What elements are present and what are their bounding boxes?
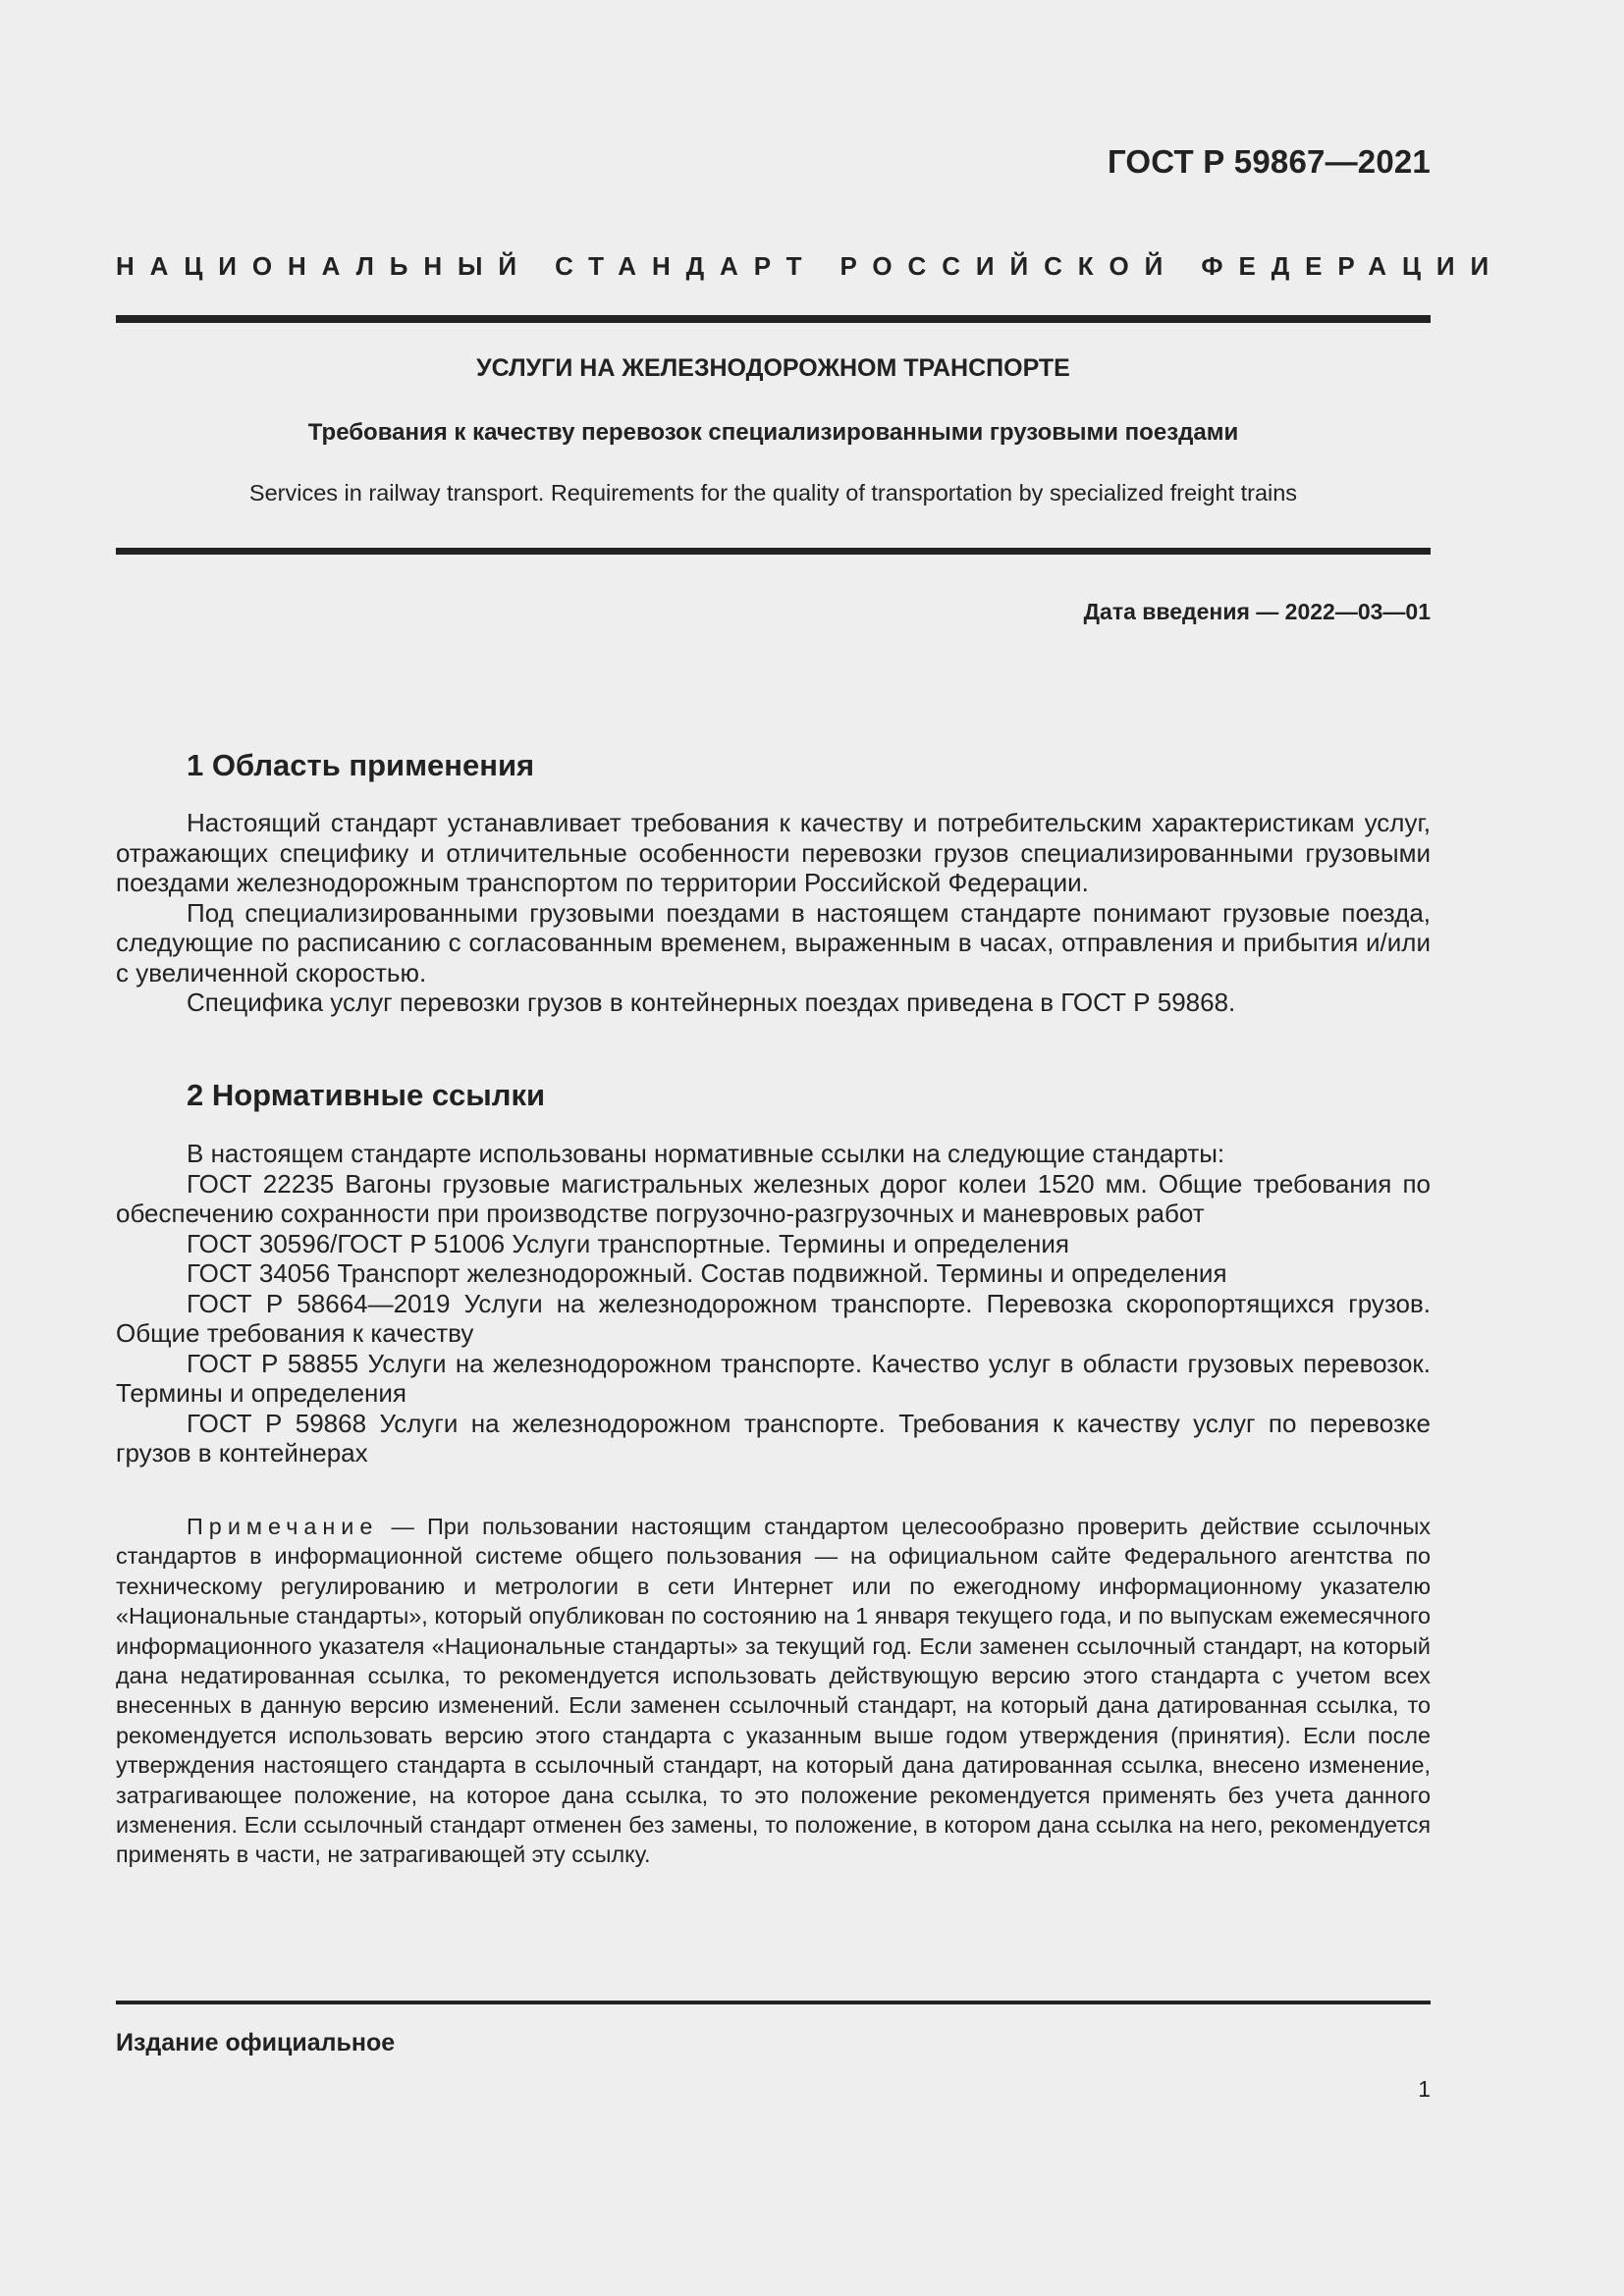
top-rule-divider bbox=[116, 315, 1431, 323]
paragraph: Настоящий стандарт устанавливает требования к качеству и потребительским характеристикам услуг, отражающих специфику и отличительные особенности перевозки грузов специализированными грузовыми поездами железнодорожным транспортом по территории Российской Федерации. bbox=[116, 808, 1431, 897]
reference-item: ГОСТ 22235 Вагоны грузовые магистральных железных дорог колеи 1520 мм. Общие требования по обеспечению сохранности при производстве погрузочно-разгрузочных и маневровых работ bbox=[116, 1168, 1431, 1228]
section-heading-normative-references: 2 Нормативные ссылки bbox=[187, 1078, 546, 1112]
note-block bbox=[116, 1512, 1431, 1870]
official-edition-label: Издание официальное bbox=[116, 2029, 396, 2056]
paragraph: Специфика услуг перевозки грузов в контейнерных поездах приведена в ГОСТ Р 59868. bbox=[187, 988, 1236, 1017]
document-title: УСЛУГИ НА ЖЕЛЕЗНОДОРОЖНОМ ТРАНСПОРТЕ bbox=[476, 354, 1070, 382]
reference-item: ГОСТ 30596/ГОСТ Р 51006 Услуги транспортные. Термины и определения bbox=[187, 1228, 1069, 1258]
paragraph: Под специализированными грузовыми поездами в настоящем стандарте понимают грузовые поезда, следующие по расписанию с согласованным временем, выраженным в часах, отправления и прибытия и/или с увеличенной скоростью. bbox=[116, 897, 1431, 988]
page-number: 1 bbox=[1418, 2076, 1431, 2102]
paragraph: В настоящем стандарте использованы нормативные ссылки на следующие стандарты: bbox=[187, 1139, 1225, 1168]
reference-item: ГОСТ Р 58664—2019 Услуги на железнодорожном транспорте. Перевозка скоропортящихся грузов. Общие требования к качеству bbox=[116, 1288, 1431, 1348]
document-number: ГОСТ Р 59867—2021 bbox=[1107, 143, 1431, 180]
section-body-normative-references bbox=[116, 1139, 1431, 1468]
national-standard-banner: НАЦИОНАЛЬНЫЙ СТАНДАРТ РОССИЙСКОЙ ФЕДЕРАЦИИ bbox=[116, 251, 1505, 281]
reference-item: ГОСТ Р 58855 Услуги на железнодорожном транспорте. Качество услуг в области грузовых перевозок. Термины и определения bbox=[116, 1348, 1431, 1408]
document-subtitle: Требования к качеству перевозок специализированными грузовыми поездами bbox=[307, 419, 1239, 446]
note-label: Примечание bbox=[187, 1514, 379, 1539]
introduction-date: Дата введения — 2022—03—01 bbox=[1083, 599, 1431, 624]
section-heading-scope: 1 Область применения bbox=[187, 748, 535, 782]
reference-item: ГОСТ Р 59868 Услуги на железнодорожном транспорте. Требования к качеству услуг по перевозке грузов в контейнерах bbox=[116, 1408, 1431, 1468]
note-text: — При пользовании настоящим стандартом целесообразно проверить действие ссылочных стандартов в информационной системе общего пользования — на официальном сайте Федерального агентства по техническому регулированию и метрологии в сети Интернет или по ежегодному информационному указателю «Национальные стандарты», который опубликован по состоянию на 1 января текущего года, и по выпускам ежемесячного информационного указателя «Национальные стандарты» за текущий год. Если заменен ссылочный стандарт, на который дана недатированная ссылка, то рекомендуется использовать действующую версию этого стандарта с учетом всех внесенных в данную версию изменений. Если заменен ссылочный стандарт, на который дана датированная ссылка, то рекомендуется использовать версию этого стандарта с указанным выше годом утверждения (принятия). Если после утверждения настоящего стандарта в ссылочный стандарт, на который дана датированная ссылка, внесено изменение, затрагивающее положение, на которое дана ссылка, то это положение рекомендуется применять без учета данного изменения. Если ссылочный стандарт отменен без замены, то положение, в котором дана ссылка на него, рекомендуется применять в части, не затрагивающей эту ссылку. bbox=[116, 1514, 1431, 1868]
section-body-scope bbox=[116, 808, 1431, 1018]
footer-rule-divider bbox=[116, 2001, 1431, 2004]
title-bottom-rule-divider bbox=[116, 548, 1431, 555]
reference-item: ГОСТ 34056 Транспорт железнодорожный. Состав подвижной. Термины и определения bbox=[187, 1258, 1227, 1288]
document-title-english: Services in railway transport. Requirements for the quality of transportation by specialized freight trains bbox=[248, 480, 1298, 506]
